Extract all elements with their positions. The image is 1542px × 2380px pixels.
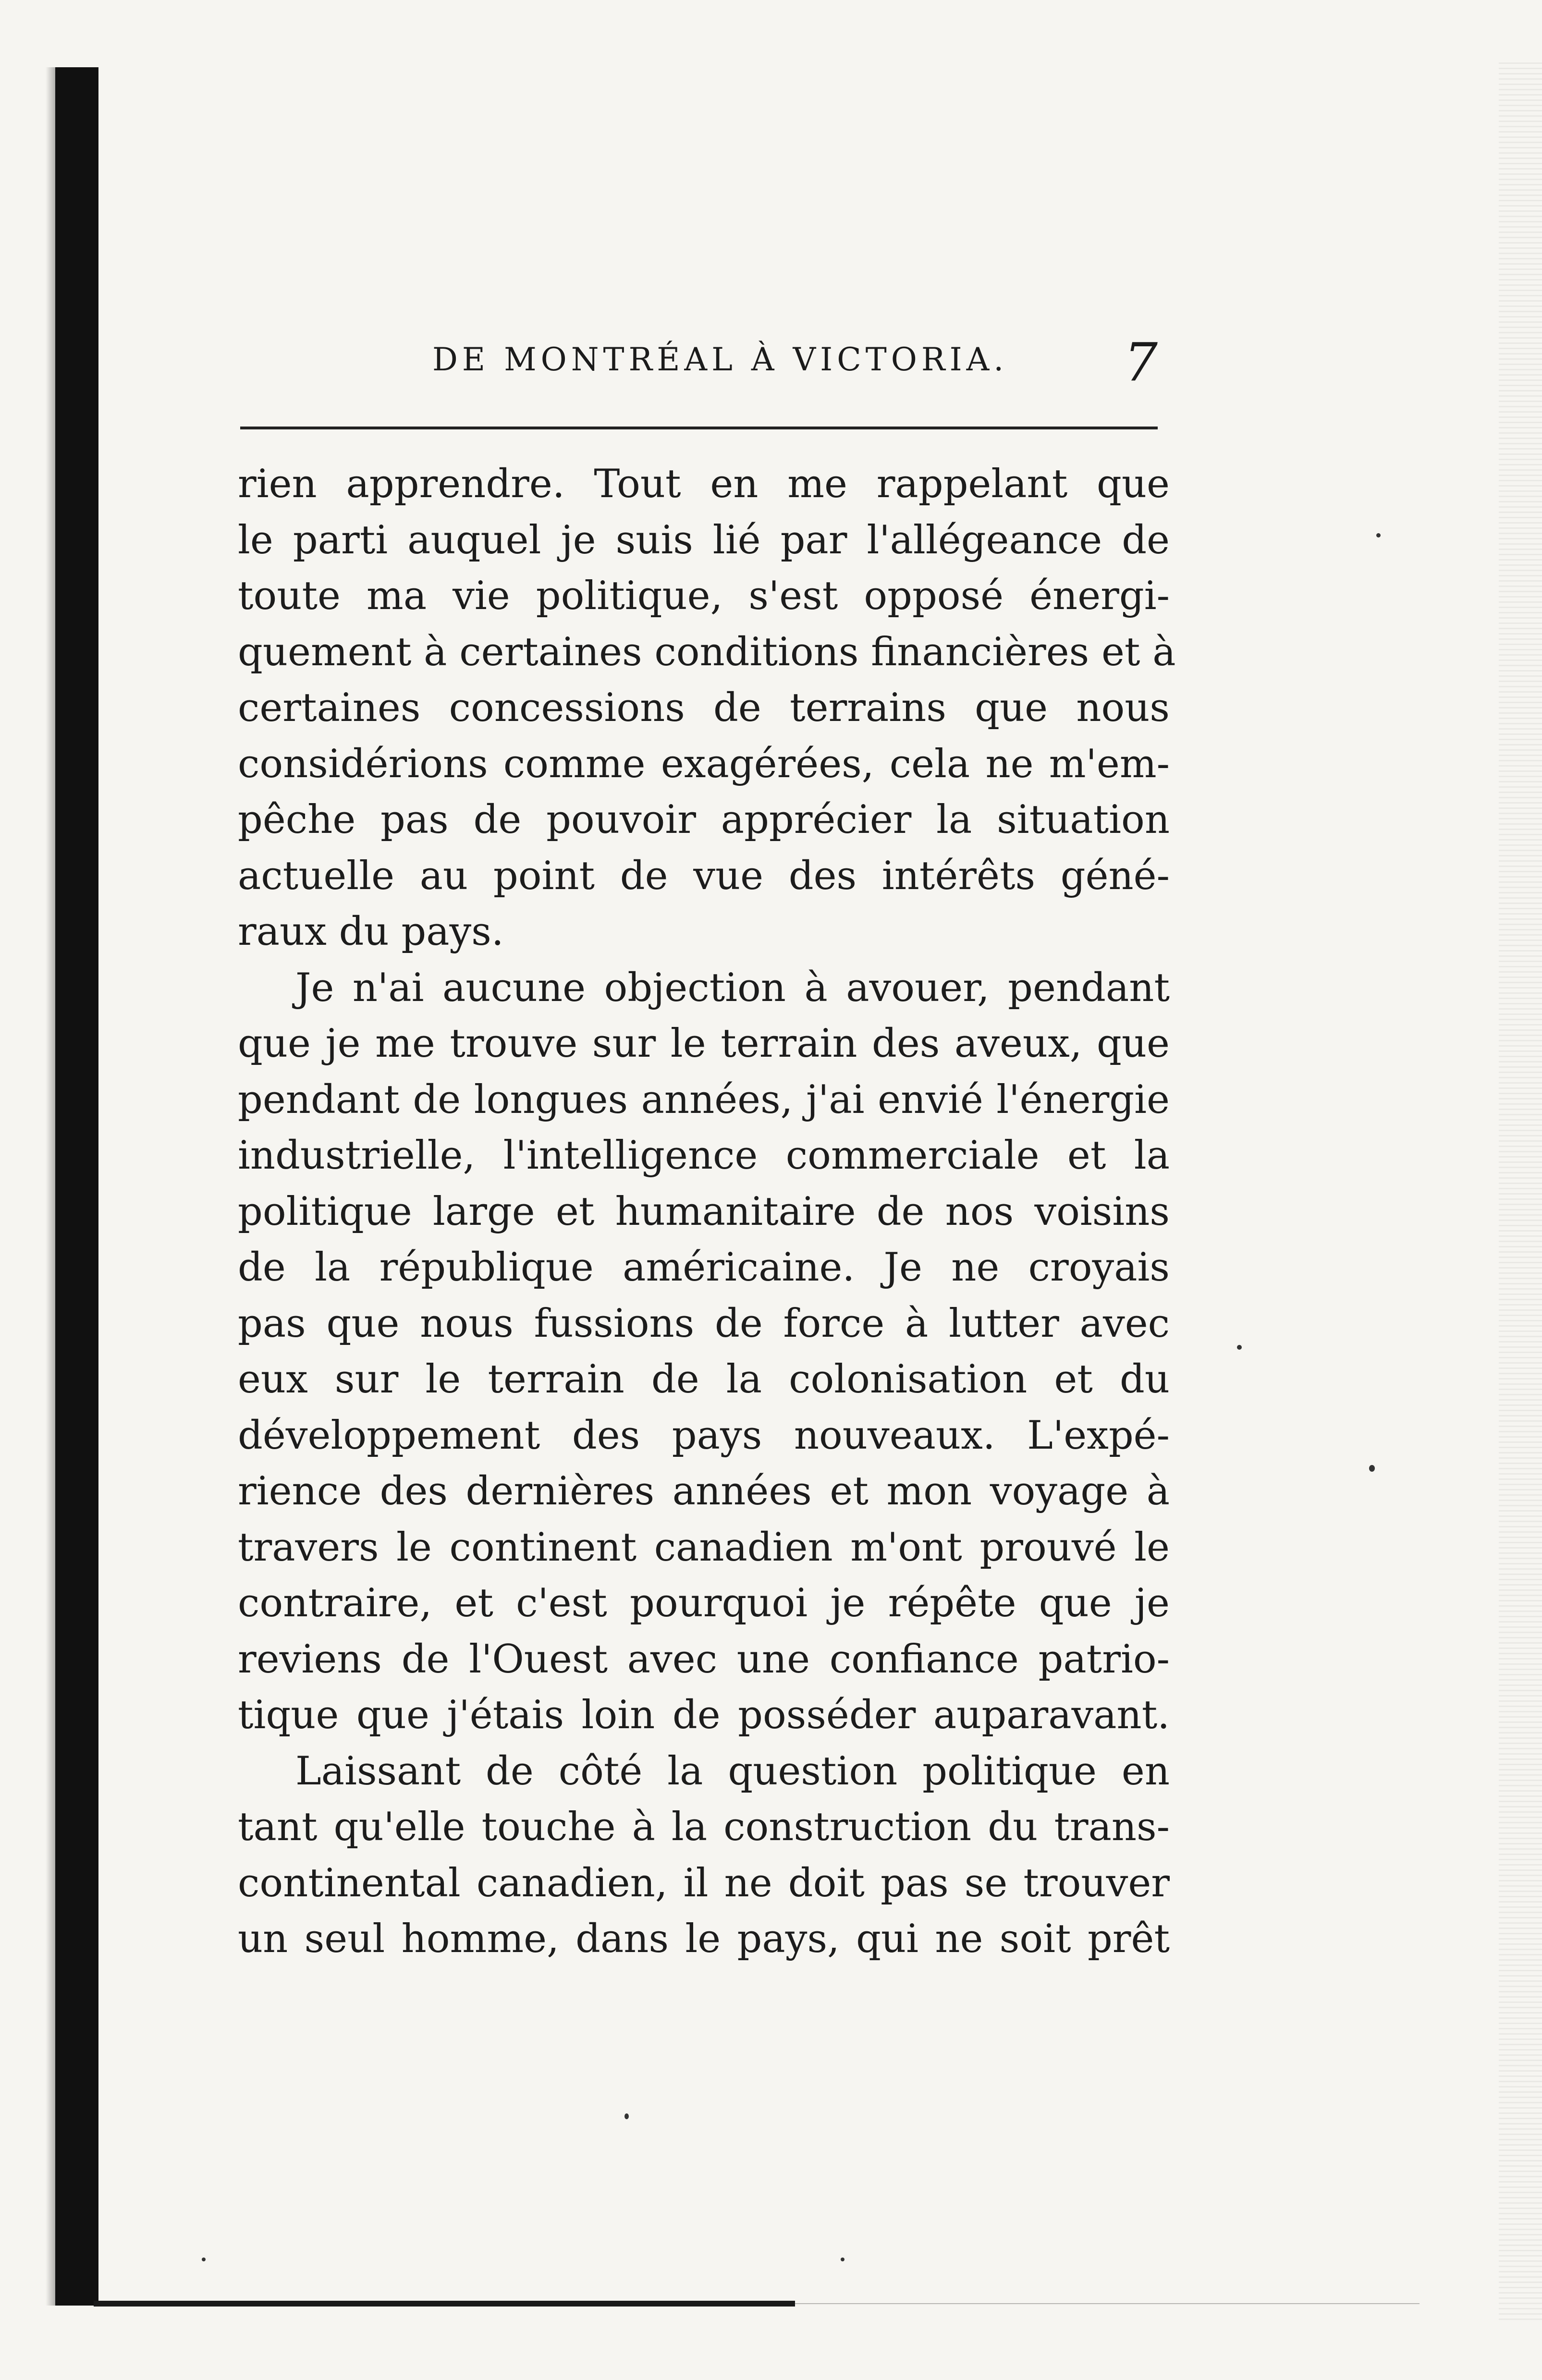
text-line: développement des pays nouveaux. L'expé- — [238, 1413, 1170, 1458]
text-line: travers le continent canadien m'ont prouvé le — [238, 1525, 1170, 1570]
text-line: eux sur le terrain de la colonisation et du — [238, 1357, 1170, 1402]
text-line: pendant de longues années, j'ai envié l'énergie — [238, 1077, 1170, 1123]
text-line: contraire, et c'est pourquoi je répête que je — [238, 1581, 1170, 1626]
text-line: toute ma vie politique, s'est opposé énergi- — [238, 574, 1170, 619]
text-line: pas que nous fussions de force à lutter avec — [238, 1301, 1170, 1346]
text-line: certaines concessions de terrains que nous — [238, 685, 1170, 731]
ink-speck — [202, 2258, 206, 2261]
text-line: le parti auquel je suis lié par l'allégeance de — [238, 517, 1170, 563]
ink-speck — [841, 2258, 844, 2261]
text-line: continental canadien, il ne doit pas se trouver — [238, 1860, 1170, 1906]
footer-rule-faint — [795, 2303, 1420, 2304]
text-line: tant qu'elle touche à la construction du trans- — [238, 1805, 1170, 1850]
text-line: tique que j'étais loin de posséder auparavant. — [238, 1693, 1170, 1738]
page-number: 7 — [1124, 331, 1158, 393]
ink-speck — [1376, 533, 1381, 537]
text-line: actuelle au point de vue des intérêts géné- — [238, 853, 1170, 899]
text-line: raux du pays. — [238, 909, 504, 954]
ink-speck — [1369, 1465, 1375, 1472]
text-line: pêche pas de pouvoir apprécier la situation — [238, 797, 1170, 842]
text-line: rien apprendre. Tout en me rappelant que — [238, 462, 1170, 507]
page-edge-texture — [1499, 62, 1542, 2320]
text-line: considérions comme exagérées, cela ne m'em- — [238, 741, 1170, 787]
text-line: reviens de l'Ouest avec une confiance patrio- — [238, 1636, 1170, 1682]
ink-speck — [1237, 1345, 1242, 1350]
body-text — [238, 456, 1176, 1967]
paragraph-first-line: Je n'ai aucune objection à avouer, pendant — [295, 965, 1170, 1011]
paragraph-first-line: Laissant de côté la question politique en — [295, 1748, 1170, 1794]
text-line: politique large et humanitaire de nos voisins — [238, 1189, 1170, 1234]
binding-edge — [55, 67, 98, 2306]
text-line: un seul homme, dans le pays, qui ne soit prêt — [238, 1916, 1170, 1962]
text-line: rience des dernières années et mon voyage à — [238, 1469, 1170, 1514]
ink-speck — [624, 2113, 629, 2119]
text-line: quement à certaines conditions financières et à — [238, 629, 1176, 675]
header-rule — [240, 427, 1158, 429]
text-line: industrielle, l'intelligence commerciale et la — [238, 1133, 1170, 1178]
running-header — [240, 331, 1158, 399]
running-title: DE MONTRÉAL À VICTORIA. — [432, 341, 1008, 378]
footer-rule — [94, 2301, 795, 2307]
text-line: de la république américaine. Je ne croyais — [238, 1245, 1170, 1290]
text-line: que je me trouve sur le terrain des aveux, que — [238, 1021, 1170, 1066]
